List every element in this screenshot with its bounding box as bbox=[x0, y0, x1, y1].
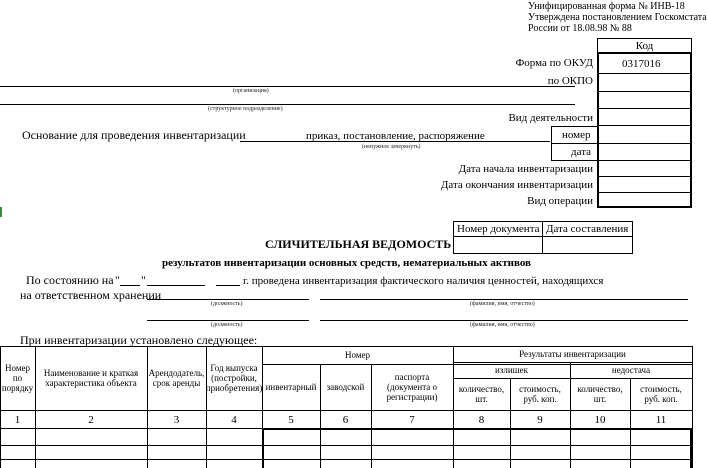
th-cost-surplus: стоимость, руб. коп. bbox=[519, 384, 561, 404]
th-inv: инвентарный bbox=[265, 382, 317, 392]
th-qty-surplus: количество, шт. bbox=[458, 384, 505, 404]
state-quote-open: " bbox=[115, 273, 120, 287]
basis-value: приказ, постановление, распоряжение bbox=[306, 130, 485, 142]
okpo-label: по ОКПО bbox=[547, 75, 593, 87]
operation-label: Вид операции bbox=[527, 195, 593, 207]
col-number: 8 bbox=[478, 414, 485, 426]
division-caption: (структурное подразделение) bbox=[208, 106, 283, 112]
th-name: Наименование и краткая характеристика объекта bbox=[43, 368, 139, 388]
name1-caption: (фамилия, имя, отчество) bbox=[470, 301, 535, 307]
th-year: Год выпуска (постройки, приобретения) bbox=[205, 363, 263, 393]
th-surplus: излишек bbox=[495, 365, 528, 375]
position1-caption: (должность) bbox=[211, 301, 243, 307]
basis-date-label: дата bbox=[571, 146, 592, 158]
th-factory: заводской bbox=[326, 382, 365, 392]
organization-caption: (организация) bbox=[233, 88, 269, 94]
code-header-cell bbox=[597, 38, 692, 53]
th-no: Номер по порядку bbox=[1, 363, 34, 393]
responsible-label: на ответственном хранении bbox=[20, 288, 162, 302]
th-qty-shortage: количество, шт. bbox=[577, 384, 623, 404]
start-date-label: Дата начала инвентаризации bbox=[458, 163, 593, 175]
name2-caption: (фамилия, имя, отчество) bbox=[470, 322, 535, 328]
col-number: 4 bbox=[231, 414, 237, 426]
page-subtitle: результатов инвентаризации основных средств, нематериальных активов bbox=[162, 257, 531, 269]
doc-date-header: Дата составления bbox=[546, 223, 629, 235]
col-number: 6 bbox=[342, 414, 349, 426]
basis-label: Основание для проведения инвентаризации bbox=[22, 128, 246, 142]
th-results: Результаты инвентаризации bbox=[519, 349, 626, 359]
col-number: 7 bbox=[409, 414, 415, 426]
th-lease: Арендодатель, срок аренды bbox=[148, 368, 205, 388]
th-shortage: недостача bbox=[611, 365, 651, 375]
end-date-label: Дата окончания инвентаризации bbox=[440, 179, 593, 191]
basis-number-label: номер bbox=[562, 129, 591, 141]
approved-label: Утверждена постановлением Госкомстата bbox=[528, 12, 707, 23]
code-column bbox=[597, 52, 692, 208]
unified-form-label: Унифицированная форма № ИНВ-18 bbox=[528, 1, 685, 12]
col-number: 9 bbox=[537, 414, 543, 426]
page-title: СЛИЧИТЕЛЬНАЯ ВЕДОМОСТЬ bbox=[265, 237, 452, 251]
col-number: 10 bbox=[594, 414, 606, 426]
col-number: 2 bbox=[88, 414, 94, 426]
code-header: Код bbox=[635, 40, 654, 52]
state-quote-close: " bbox=[141, 273, 146, 287]
doc-number-header: Номер документа bbox=[457, 223, 540, 235]
division-line bbox=[0, 104, 575, 105]
position2-caption: (должность) bbox=[211, 322, 243, 328]
col-number: 1 bbox=[14, 414, 21, 426]
state-suffix: г. проведена инвентаризация фактического наличия ценностей, находящихся bbox=[243, 275, 604, 287]
activity-label: Вид деятельности bbox=[508, 112, 593, 124]
okud-value: 0317016 bbox=[622, 58, 661, 70]
edge-marker bbox=[0, 207, 2, 217]
okud-label: Форма по ОКУД bbox=[515, 57, 593, 69]
th-number-group: Номер bbox=[344, 350, 371, 360]
col-number: 5 bbox=[288, 414, 294, 426]
approved-date: России от 18.08.98 № 88 bbox=[528, 23, 632, 34]
data-area bbox=[262, 428, 692, 468]
state-prefix: По состоянию на bbox=[26, 273, 114, 287]
th-cost-shortage: стоимость, руб. коп. bbox=[640, 384, 682, 404]
col-number: 11 bbox=[655, 414, 667, 426]
table-intro: При инвентаризации установлено следующее: bbox=[20, 333, 258, 347]
th-passport: паспорта (документа о регистрации) bbox=[386, 372, 438, 402]
col-number: 3 bbox=[173, 414, 180, 426]
basis-caption: (ненужное зачеркнуть) bbox=[362, 144, 421, 150]
organization-line bbox=[0, 86, 575, 87]
